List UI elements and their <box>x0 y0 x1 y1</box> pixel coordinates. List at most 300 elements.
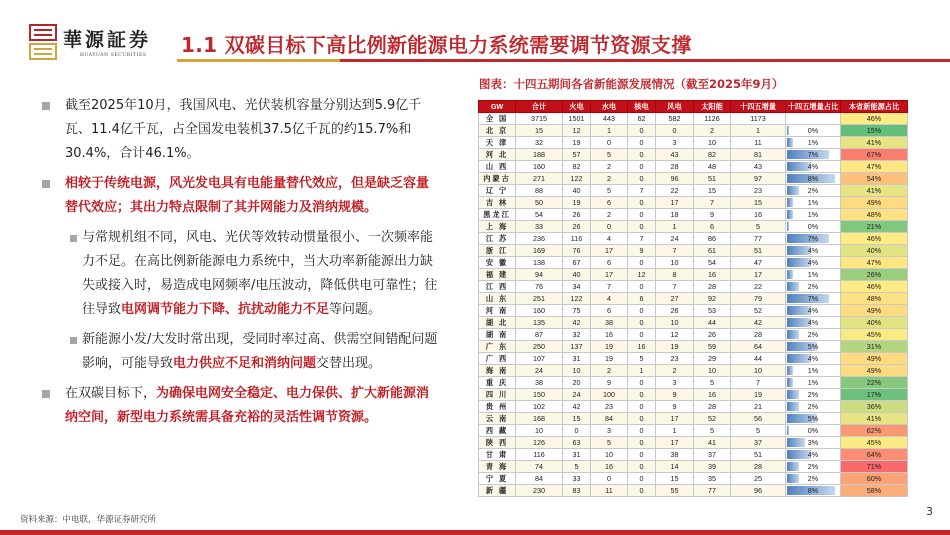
value-cell: 19 <box>656 341 694 353</box>
value-cell: 31 <box>563 353 591 365</box>
value-cell: 0 <box>591 137 628 149</box>
value-cell: 62 <box>628 113 656 125</box>
value-cell: 24 <box>563 389 591 401</box>
value-cell: 16 <box>591 461 628 473</box>
column-header: 风电 <box>656 101 694 113</box>
increment-share-bar-cell <box>786 281 841 293</box>
source-note: 资料来源：中电联，华源证券研究所 <box>20 515 157 525</box>
increment-share-value: 4% <box>807 258 819 267</box>
figure-caption: 图表：十四五期间各省新能源发展情况（截至2025年9月） <box>479 77 784 91</box>
table-row <box>479 233 908 245</box>
table-row <box>479 293 908 305</box>
value-cell: 52 <box>694 413 731 425</box>
increment-share-value: 1% <box>807 270 819 279</box>
increment-share-bar-cell <box>786 389 841 401</box>
value-cell: 51 <box>731 245 786 257</box>
renewable-share-cell: 71% <box>841 461 908 473</box>
value-cell: 17 <box>591 269 628 281</box>
value-cell: 7 <box>731 377 786 389</box>
bullet-item <box>38 328 438 376</box>
value-cell: 168 <box>516 413 563 425</box>
value-cell: 64 <box>731 341 786 353</box>
brand-name-en: HUAYUAN SECURITIES <box>80 53 147 58</box>
value-cell: 5 <box>591 149 628 161</box>
increment-share-value: 2% <box>807 330 819 339</box>
value-cell: 40 <box>563 185 591 197</box>
region-cell: 北 京 <box>479 125 516 137</box>
renewable-share-cell: 47% <box>841 161 908 173</box>
table-header-row <box>479 101 908 113</box>
value-cell: 0 <box>628 461 656 473</box>
value-cell: 14 <box>656 461 694 473</box>
value-cell: 55 <box>656 485 694 497</box>
value-cell: 15 <box>694 185 731 197</box>
increment-share-value: 7% <box>807 294 819 303</box>
region-cell: 安 徽 <box>479 257 516 269</box>
value-cell: 1 <box>628 365 656 377</box>
region-cell: 福 建 <box>479 269 516 281</box>
value-cell: 28 <box>694 401 731 413</box>
region-cell: 河 南 <box>479 305 516 317</box>
renewable-share-cell: 47% <box>841 257 908 269</box>
value-cell: 9 <box>656 389 694 401</box>
value-cell: 76 <box>516 281 563 293</box>
value-cell: 96 <box>731 485 786 497</box>
value-cell: 22 <box>731 281 786 293</box>
value-cell: 0 <box>563 425 591 437</box>
value-cell: 230 <box>516 485 563 497</box>
renewable-share-cell: 48% <box>841 209 908 221</box>
value-cell: 7 <box>656 245 694 257</box>
value-cell: 20 <box>563 377 591 389</box>
value-cell: 5 <box>694 377 731 389</box>
value-cell: 2 <box>591 209 628 221</box>
value-cell: 43 <box>656 149 694 161</box>
value-cell: 23 <box>731 185 786 197</box>
value-cell: 0 <box>591 221 628 233</box>
value-cell: 0 <box>628 209 656 221</box>
region-cell: 新 疆 <box>479 485 516 497</box>
value-cell: 0 <box>628 197 656 209</box>
table-row <box>479 473 908 485</box>
value-cell: 16 <box>591 329 628 341</box>
value-cell: 0 <box>591 473 628 485</box>
value-cell: 116 <box>516 449 563 461</box>
value-cell: 59 <box>694 341 731 353</box>
value-cell: 67 <box>563 257 591 269</box>
value-cell: 0 <box>656 125 694 137</box>
renewable-share-cell: 49% <box>841 353 908 365</box>
value-cell: 88 <box>516 185 563 197</box>
value-cell: 24 <box>656 233 694 245</box>
value-cell: 74 <box>516 461 563 473</box>
value-cell: 16 <box>694 389 731 401</box>
increment-share-bar-cell <box>786 305 841 317</box>
column-header: GW <box>479 101 516 113</box>
value-cell: 236 <box>516 233 563 245</box>
table-row <box>479 113 908 125</box>
table-row <box>479 197 908 209</box>
value-cell: 15 <box>731 197 786 209</box>
data-bar <box>787 474 799 483</box>
increment-share-value: 0% <box>807 126 819 135</box>
increment-share-value: 0% <box>807 426 819 435</box>
value-cell: 5 <box>731 221 786 233</box>
value-cell: 188 <box>516 149 563 161</box>
value-cell: 17 <box>656 437 694 449</box>
value-cell: 16 <box>628 341 656 353</box>
page-number: 3 <box>926 505 933 518</box>
value-cell: 35 <box>694 473 731 485</box>
table-row <box>479 461 908 473</box>
increment-share-bar-cell <box>786 245 841 257</box>
table-row <box>479 485 908 497</box>
data-bar <box>787 378 793 387</box>
value-cell: 0 <box>628 281 656 293</box>
table-row <box>479 185 908 197</box>
bullet-item <box>38 226 438 322</box>
increment-share-bar-cell <box>786 113 841 125</box>
increment-share-value: 1% <box>807 198 819 207</box>
data-bar <box>787 462 799 471</box>
table-row <box>479 341 908 353</box>
value-cell: 19 <box>591 341 628 353</box>
increment-share-bar-cell <box>786 485 841 497</box>
renewable-share-cell: 46% <box>841 113 908 125</box>
value-cell: 107 <box>516 353 563 365</box>
value-cell: 0 <box>628 485 656 497</box>
value-cell: 126 <box>516 437 563 449</box>
increment-share-value: 1% <box>807 138 819 147</box>
region-cell: 甘 肃 <box>479 449 516 461</box>
value-cell: 6 <box>628 293 656 305</box>
bullet-text: 截至2025年10月，我国风电、光伏装机容量分别达到5.9亿千瓦、11.4亿千瓦，占全国发电装机37.5亿千瓦的约15.7%和30.4%，合计46.1%。 <box>65 98 422 161</box>
value-cell: 15 <box>516 125 563 137</box>
bullet-square-icon <box>70 337 77 344</box>
increment-share-bar-cell <box>786 449 841 461</box>
increment-share-value: 5% <box>807 342 819 351</box>
value-cell: 47 <box>731 257 786 269</box>
value-cell: 83 <box>563 485 591 497</box>
value-cell: 19 <box>563 137 591 149</box>
value-cell: 0 <box>628 173 656 185</box>
value-cell: 32 <box>516 137 563 149</box>
increment-share-bar-cell <box>786 341 841 353</box>
column-header: 十四五增量 <box>731 101 786 113</box>
value-cell: 6 <box>591 305 628 317</box>
increment-share-bar-cell <box>786 233 841 245</box>
table-row <box>479 317 908 329</box>
increment-share-value: 1% <box>807 366 819 375</box>
table-row <box>479 149 908 161</box>
increment-share-bar-cell <box>786 125 841 137</box>
value-cell: 28 <box>694 281 731 293</box>
value-cell: 38 <box>516 377 563 389</box>
table-row <box>479 389 908 401</box>
value-cell: 28 <box>731 329 786 341</box>
region-cell: 重 庆 <box>479 377 516 389</box>
value-cell: 76 <box>563 245 591 257</box>
value-cell: 82 <box>563 161 591 173</box>
data-bar <box>787 330 799 339</box>
table-row <box>479 401 908 413</box>
value-cell: 0 <box>628 329 656 341</box>
increment-share-value: 2% <box>807 474 819 483</box>
table-row <box>479 449 908 461</box>
value-cell: 44 <box>694 317 731 329</box>
renewable-share-cell: 62% <box>841 425 908 437</box>
value-cell: 18 <box>656 209 694 221</box>
value-cell: 17 <box>656 413 694 425</box>
renewable-share-cell: 46% <box>841 281 908 293</box>
increment-share-bar-cell <box>786 221 841 233</box>
value-cell: 1126 <box>694 113 731 125</box>
table-row <box>479 377 908 389</box>
value-cell: 6 <box>694 221 731 233</box>
brand-name-cn: 華源証券 <box>63 29 152 51</box>
value-cell: 27 <box>656 293 694 305</box>
renewable-share-cell: 54% <box>841 173 908 185</box>
region-cell: 江 西 <box>479 281 516 293</box>
value-cell: 19 <box>731 389 786 401</box>
value-cell: 37 <box>731 437 786 449</box>
value-cell: 7 <box>656 281 694 293</box>
increment-share-bar-cell <box>786 473 841 485</box>
data-bar <box>787 222 789 231</box>
value-cell: 1 <box>656 425 694 437</box>
value-cell: 84 <box>591 413 628 425</box>
value-cell: 11 <box>731 137 786 149</box>
increment-share-bar-cell <box>786 401 841 413</box>
value-cell: 0 <box>628 137 656 149</box>
footer-bar <box>0 530 950 535</box>
renewable-share-cell: 49% <box>841 365 908 377</box>
value-cell: 48 <box>694 161 731 173</box>
increment-share-value: 4% <box>807 354 819 363</box>
value-cell: 19 <box>591 353 628 365</box>
increment-share-bar-cell <box>786 353 841 365</box>
increment-share-value: 2% <box>807 186 819 195</box>
column-header: 本省新能源占比 <box>841 101 908 113</box>
renewable-share-cell: 67% <box>841 149 908 161</box>
value-cell: 97 <box>731 173 786 185</box>
value-cell: 0 <box>628 473 656 485</box>
value-cell: 10 <box>656 317 694 329</box>
table-row <box>479 173 908 185</box>
data-bar <box>787 366 793 375</box>
column-header: 水电 <box>591 101 628 113</box>
value-cell: 4 <box>591 233 628 245</box>
value-cell: 122 <box>563 293 591 305</box>
value-cell: 250 <box>516 341 563 353</box>
region-cell: 青 海 <box>479 461 516 473</box>
increment-share-value: 3% <box>807 438 819 447</box>
value-cell: 0 <box>628 449 656 461</box>
increment-share-bar-cell <box>786 317 841 329</box>
bullet-text: 交替出现。 <box>316 356 382 371</box>
value-cell: 7 <box>694 197 731 209</box>
region-cell: 内蒙古 <box>479 173 516 185</box>
table-row <box>479 437 908 449</box>
value-cell: 33 <box>516 221 563 233</box>
value-cell: 0 <box>628 221 656 233</box>
increment-share-value: 7% <box>807 234 819 243</box>
column-header: 十四五增量占比 <box>786 101 841 113</box>
value-cell: 2 <box>591 173 628 185</box>
renewable-share-cell: 36% <box>841 401 908 413</box>
value-cell: 33 <box>563 473 591 485</box>
value-cell: 81 <box>731 149 786 161</box>
value-cell: 160 <box>516 305 563 317</box>
value-cell: 96 <box>656 173 694 185</box>
value-cell: 9 <box>656 401 694 413</box>
bullet-emphasis-text: 电网调节能力下降、抗扰动能力不足 <box>121 302 330 317</box>
increment-share-bar-cell <box>786 293 841 305</box>
increment-share-bar-cell <box>786 257 841 269</box>
increment-share-bar-cell <box>786 209 841 221</box>
value-cell: 11 <box>591 485 628 497</box>
renewable-share-cell: 41% <box>841 137 908 149</box>
bullet-text: 与常规机组不同，风电、光伏等效转动惯量很小、一次频率能力不足。在高比例新能源电力系统中，当大功率新能源出力缺失或接入时，易造成电网频率/电压波动，降低供电可靠性；往往导致 <box>82 230 438 317</box>
table-row <box>479 257 908 269</box>
region-cell: 河 北 <box>479 149 516 161</box>
value-cell: 1 <box>731 125 786 137</box>
value-cell: 9 <box>694 209 731 221</box>
region-cell: 海 南 <box>479 365 516 377</box>
value-cell: 34 <box>563 281 591 293</box>
value-cell: 7 <box>591 281 628 293</box>
increment-share-bar-cell <box>786 161 841 173</box>
value-cell: 12 <box>656 329 694 341</box>
region-cell: 全 国 <box>479 113 516 125</box>
value-cell: 100 <box>591 389 628 401</box>
bullet-text: 在双碳目标下， <box>65 386 157 401</box>
value-cell: 2 <box>656 365 694 377</box>
region-cell: 浙 江 <box>479 245 516 257</box>
increment-share-bar-cell <box>786 185 841 197</box>
column-header: 火电 <box>563 101 591 113</box>
table-row <box>479 245 908 257</box>
value-cell: 28 <box>731 461 786 473</box>
bullet-square-icon <box>42 390 50 398</box>
bullet-emphasis-text: 相较于传统电源，风光发电具有电能量替代效应，但是缺乏容量替代效应；其出力特点限制了其并网能力及消纳规模。 <box>65 176 430 215</box>
bullet-text: 等问题。 <box>329 302 382 317</box>
value-cell: 3 <box>656 137 694 149</box>
renewable-share-cell: 40% <box>841 245 908 257</box>
column-header: 核电 <box>628 101 656 113</box>
region-cell: 广 东 <box>479 341 516 353</box>
increment-share-bar-cell <box>786 461 841 473</box>
value-cell: 26 <box>563 209 591 221</box>
increment-share-bar-cell <box>786 197 841 209</box>
table-row <box>479 305 908 317</box>
value-cell: 26 <box>563 221 591 233</box>
table-row <box>479 365 908 377</box>
value-cell: 9 <box>628 245 656 257</box>
increment-share-bar-cell <box>786 425 841 437</box>
value-cell: 17 <box>656 197 694 209</box>
value-cell: 6 <box>591 197 628 209</box>
increment-share-bar-cell <box>786 173 841 185</box>
data-bar <box>787 210 793 219</box>
renewable-share-cell: 46% <box>841 233 908 245</box>
value-cell: 57 <box>563 149 591 161</box>
value-cell: 0 <box>628 401 656 413</box>
table-row <box>479 221 908 233</box>
value-cell: 54 <box>694 257 731 269</box>
increment-share-bar-cell <box>786 437 841 449</box>
value-cell: 2 <box>591 161 628 173</box>
value-cell: 443 <box>591 113 628 125</box>
value-cell: 10 <box>516 425 563 437</box>
region-cell: 上 海 <box>479 221 516 233</box>
data-bar <box>787 426 789 435</box>
value-cell: 54 <box>516 209 563 221</box>
increment-share-value: 5% <box>807 414 819 423</box>
data-bar <box>787 138 793 147</box>
region-cell: 湖 南 <box>479 329 516 341</box>
renewable-share-cell: 45% <box>841 329 908 341</box>
value-cell: 12 <box>563 125 591 137</box>
value-cell: 116 <box>563 233 591 245</box>
table-row <box>479 269 908 281</box>
value-cell: 582 <box>656 113 694 125</box>
value-cell: 271 <box>516 173 563 185</box>
region-cell: 陕 西 <box>479 437 516 449</box>
value-cell: 87 <box>516 329 563 341</box>
increment-share-bar-cell <box>786 365 841 377</box>
value-cell: 10 <box>656 257 694 269</box>
value-cell: 77 <box>731 233 786 245</box>
value-cell: 10 <box>694 365 731 377</box>
renewable-share-cell: 41% <box>841 185 908 197</box>
increment-share-value: 0% <box>807 222 819 231</box>
bullet-item <box>38 172 438 220</box>
region-cell: 吉 林 <box>479 197 516 209</box>
region-cell: 广 西 <box>479 353 516 365</box>
value-cell: 122 <box>563 173 591 185</box>
increment-share-value: 4% <box>807 450 819 459</box>
value-cell: 169 <box>516 245 563 257</box>
region-cell: 山 东 <box>479 293 516 305</box>
value-cell: 26 <box>656 305 694 317</box>
region-cell: 黑龙江 <box>479 209 516 221</box>
region-cell: 辽 宁 <box>479 185 516 197</box>
table-row <box>479 137 908 149</box>
increment-share-value: 8% <box>807 486 819 495</box>
table-row <box>479 353 908 365</box>
value-cell: 52 <box>731 305 786 317</box>
value-cell: 39 <box>694 461 731 473</box>
renewable-share-cell: 58% <box>841 485 908 497</box>
value-cell: 16 <box>731 209 786 221</box>
value-cell: 82 <box>694 149 731 161</box>
value-cell: 50 <box>516 197 563 209</box>
value-cell: 28 <box>656 161 694 173</box>
value-cell: 5 <box>731 425 786 437</box>
region-cell: 天 津 <box>479 137 516 149</box>
value-cell: 0 <box>628 389 656 401</box>
data-bar <box>787 438 805 447</box>
increment-share-bar-cell <box>786 377 841 389</box>
value-cell: 3715 <box>516 113 563 125</box>
increment-share-bar-cell <box>786 149 841 161</box>
value-cell: 22 <box>656 185 694 197</box>
logo-gold-block <box>29 43 57 60</box>
renewable-share-cell: 45% <box>841 437 908 449</box>
increment-share-value: 4% <box>807 318 819 327</box>
value-cell: 9 <box>591 377 628 389</box>
